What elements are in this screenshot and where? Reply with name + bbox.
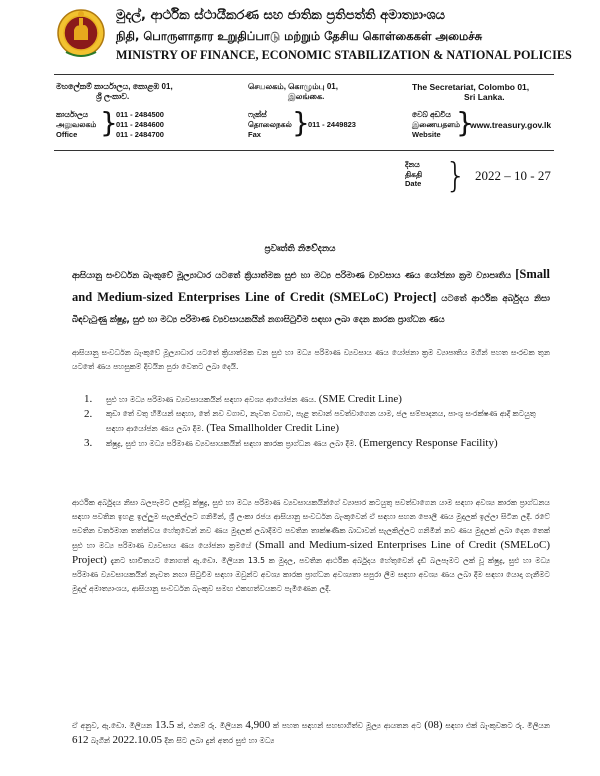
ministry-name-english: MINISTRY OF FINANCE, ECONOMIC STABILIZATION & NATIONAL POLICIES	[116, 48, 572, 62]
office-phone-block: කාර්යාලය அலுவலகம் Office } 011 - 2484500 011 - 2484600 011 - 2484700	[56, 106, 164, 139]
fax-block: ෆැක්ස් தொலைநகல் Fax } 011 - 2449823	[248, 106, 356, 139]
website-link[interactable]: www.treasury.gov.lk	[470, 120, 552, 130]
list-item: 3. ක්ෂුද්‍ර, සුළු හා මධ්‍ය පරිමාණ ව්‍යවසායකයින් සඳහා කාරක ප්‍රාග්ධන ණය ලබා දීම. (Emergency Response Facility)	[84, 437, 498, 449]
brace-icon: }	[445, 156, 467, 196]
headline: ආසියානු සංවර්ධන බැංකුවේ මූල්‍යාධාර යටතේ ක්‍රියාත්මක සුළු හා මධ්‍ය පරිමාණ ව්‍යවසාය ණය යෝජනා ක්‍රම ව්‍යාපෘතිය [Small and Medium-sized Enterprises Line of Credit (SMELoC) Project] යටතේ ආර්ථික අර්බුදය නිසා බිඳවැටුණු ක්ෂුද්‍ර, සුළු හා මධ්‍ය පරිමාණ ව්‍යවසායකයින් නගාසිටුවීම සඳහා ලබා දෙන කාරක ප්‍රාග්ධන ණය	[72, 267, 550, 325]
website-block: වෙබ් අඩවිය இணையதளம் Website } www.treasury.gov.lk	[412, 106, 552, 139]
paragraph-background: ආර්ථික අර්බුදය නිසා බලපෑමට ලක්වූ ක්ෂුද්‍ර, සුළු හා මධ්‍ය පරිමාණ ව්‍යවසායකයින්ගේ ව්‍යාපාර කටයුතු පවත්වාගෙන යාම සඳහා අවශ්‍ය කාරක ප්‍රාග්ධනය සඳහා පවතින ඉහළ ඉල්ලුම සැලකිල්ලට ගනිමින්, ශ්‍රී ලංකා රජය ආසියානු සංවර්ධන බැංකුවෙන් ඒ සඳහා සහන පොලී ණය මුදලක් ඉල්ලා සිටින ලදී. රටේ පවතින වර්තමාන තත්ත්වය හේතුවෙන් නව ණය මුදලක් ලබාදීමට පවතින තාක්ෂණික බාධාවන් සැලකිල්ලට ගනිමින් නව ණය මුදලක් ලබා දෙන තෙක් සුළු හා මධ්‍ය පරිමාණ ව්‍යවසාය ණය යෝජනා ක්‍රමයේ (Small and Medium-sized Enterprises Line of Credit (SMELoC) Project) දැනට භාවිතයට නොගත් ඇ.ඩො. මිලියන 13.5 ක මුදල, පවතින ආර්ථික අර්බුදය හේතුවෙන් දැඩි බලපෑමට ලක් වූ ක්ෂුද්‍ර, සුළු හා මධ්‍ය පරිමාණ ව්‍යවසායකයින් නැවත නඟා සිටුවීම සඳහා ඔවුන්ට අවශ්‍ය කාරක ප්‍රාග්ධන අවශ්‍යතා සපුරා ලීම සඳහා අවශ්‍ය ණය ලබා දීම සඳහා යොදා ගැනීමට මුදල් අමාත්‍යාංශය, ආසියානු සංවර්ධන බැංකුව සමඟ එකඟත්වයකට පැමිණෙන ලදී.	[72, 498, 551, 593]
address-english: The Secretariat, Colombo 01, Sri Lanka.	[412, 82, 530, 102]
office-number-1: 011 - 2484500	[116, 110, 164, 119]
brace-icon: }	[292, 106, 310, 139]
contact-divider	[54, 150, 554, 151]
ministry-name-tamil: நிதி, பொருளாதார உறுதிப்பாடு மற்றும் தேசிய கொள்கைகள் அமைச்சு	[116, 29, 483, 43]
sri-lanka-emblem-icon	[56, 6, 106, 62]
ministry-name-sinhala: මුදල්, ආර්ථික ස්ථායීකරණ සහ ජාතික ප්‍රතිපත්ති අමාත්‍යාංශය	[116, 8, 446, 23]
ministry-name-block	[116, 6, 586, 64]
list-item: 2. කුඩා තේ වතු හිමියන් සඳහා, තේ නව වගාව, නැවත වගාව, පැළ තවාන් පවත්වාගෙන යාම, ජල සම්පාදනය, පාංශු සංරක්ෂණ ආදී කටයුතු සඳහා ආයෝජන ණය ලබා දීම. (Tea Smallholder Credit Line)	[84, 408, 536, 434]
fax-number: 011 - 2449823	[308, 120, 356, 129]
brace-icon: }	[456, 106, 474, 139]
date-block: දිනය திகதி Date } 2022 – 10 - 27	[405, 156, 551, 196]
header-divider	[54, 74, 554, 75]
office-number-2: 011 - 2484600	[116, 120, 164, 129]
components-list	[72, 392, 550, 451]
list-item: 1. සුළු හා මධ්‍ය පරිමාණ ව්‍යවසායකයින් සඳහා අවශ්‍ය ආයෝජන ණය. (SME Credit Line)	[84, 393, 402, 405]
brace-icon: }	[100, 106, 118, 139]
date-value: 2022 – 10 - 27	[475, 168, 551, 183]
doc-title: ප්‍රවෘත්ති නිවේදනය	[264, 244, 336, 254]
office-number-3: 011 - 2484700	[116, 130, 164, 139]
address-sinhala: මහලේකම් කාර්යාලය, කොළඹ 01, ශ්‍රී ලංකාව.	[56, 82, 173, 101]
paragraph-allocation: ඒ අනුව, ඇ.ඩො. මිලියන 13.5 ක්, එනම් රු. මිලියන 4,900 ක් පහත සඳහන් සහභාගිත්ව මූල්‍ය ආයතන අට (08) සඳහා එක් බැංකුවකට රු. මිලියන 612 බැගින් 2022.10.05 දින සිට ලබා දුන් අතර සුළු හා මධ්‍ය	[72, 719, 550, 746]
paragraph-intro: ආසියානු සංවර්ධන බැංකුවේ මූල්‍යාධාර යටතේ ක්‍රියාත්මක වන සුළු හා මධ්‍ය පරිමාණ ව්‍යවසාය ණය යෝජනා ක්‍රම ව්‍යාපෘතිය මගින් පහත සංරචක තුන යටතේ ණය පහසුකම් දිවයින පුරා වෙතට ලබා දෙයි.	[72, 348, 550, 371]
address-tamil: செயலகம், கொழும்பு 01, இலங்கை.	[248, 82, 338, 101]
